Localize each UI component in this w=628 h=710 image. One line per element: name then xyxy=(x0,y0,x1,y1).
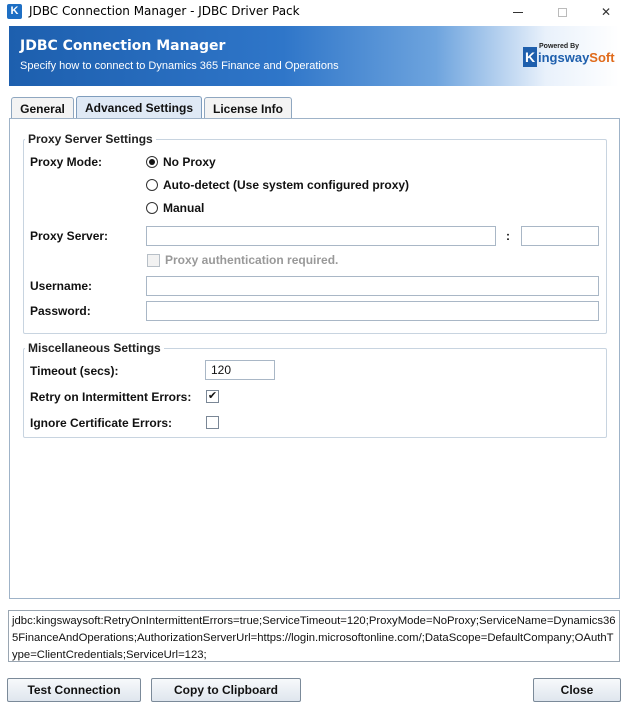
close-window-button[interactable] xyxy=(584,0,628,24)
header-banner xyxy=(9,26,619,86)
window-title: JDBC Connection Manager - JDBC Driver Pack xyxy=(29,4,300,18)
logo-word-accent: Soft xyxy=(589,50,615,65)
banner-title: JDBC Connection Manager xyxy=(20,38,226,54)
minimize-icon xyxy=(513,12,523,13)
radio-manual[interactable] xyxy=(146,201,204,215)
maximize-icon xyxy=(558,8,567,17)
radio-auto-detect[interactable] xyxy=(146,178,409,192)
radio-no-proxy-indicator[interactable] xyxy=(146,156,158,168)
port-separator: : xyxy=(506,229,510,243)
radio-no-proxy[interactable] xyxy=(146,155,216,169)
timeout-input[interactable] xyxy=(205,360,275,380)
ignore-cert-label: Ignore Certificate Errors: xyxy=(30,416,173,430)
radio-manual-label: Manual xyxy=(163,201,205,215)
username-label: Username: xyxy=(30,279,93,293)
proxy-auth-label: Proxy authentication required. xyxy=(165,253,339,267)
title-bar xyxy=(0,0,628,24)
radio-manual-indicator[interactable] xyxy=(146,202,158,214)
password-input[interactable] xyxy=(146,301,599,321)
proxy-mode-label: Proxy Mode: xyxy=(30,155,103,169)
logo-k-icon: K xyxy=(524,49,536,65)
tab-general[interactable]: General xyxy=(11,97,74,119)
username-input[interactable] xyxy=(146,276,599,296)
ignore-cert-checkbox[interactable] xyxy=(206,416,219,429)
proxy-auth-checkbox-row[interactable] xyxy=(147,253,338,267)
radio-auto-detect-label: Auto-detect (Use system configured proxy) xyxy=(163,178,410,192)
app-icon: K xyxy=(7,4,22,19)
retry-label: Retry on Intermittent Errors: xyxy=(30,390,192,404)
kingswaysoft-logo xyxy=(523,42,615,72)
test-connection-button[interactable]: Test Connection xyxy=(7,678,141,702)
close-button[interactable]: Close xyxy=(533,678,621,702)
proxy-group-title: Proxy Server Settings xyxy=(25,132,156,146)
proxy-port-input[interactable] xyxy=(521,226,599,246)
radio-no-proxy-label: No Proxy xyxy=(163,155,216,169)
minimize-button[interactable] xyxy=(496,0,540,24)
retry-checkbox[interactable]: ✔ xyxy=(207,390,218,402)
banner-subtitle: Specify how to connect to Dynamics 365 Finance and Operations xyxy=(20,60,339,72)
copy-to-clipboard-button[interactable]: Copy to Clipboard xyxy=(151,678,301,702)
logo-word-main: ingsway xyxy=(538,50,590,65)
connection-string-field[interactable]: jdbc:kingswaysoft:RetryOnIntermittentErrors=true;ServiceTimeout=120;ProxyMode=NoProxy;ServiceName=Dynamics365FinanceAndOperations;AuthorizationServerUrl=https://login.microsoftonline.com/;DataScope=DefaultCompany;OAuthType=ClientCredentials;ServiceUrl=123; xyxy=(8,610,620,662)
tab-license-info[interactable]: License Info xyxy=(204,97,292,119)
close-icon: ✕ xyxy=(600,5,612,19)
maximize-button[interactable] xyxy=(540,0,584,24)
proxy-auth-checkbox[interactable] xyxy=(147,254,160,267)
radio-auto-detect-indicator[interactable] xyxy=(146,179,158,191)
proxy-server-label: Proxy Server: xyxy=(30,229,109,243)
timeout-label: Timeout (secs): xyxy=(30,364,119,378)
logo-wordmark xyxy=(538,50,615,65)
logo-powered-by: Powered By xyxy=(539,43,580,50)
proxy-server-input[interactable] xyxy=(146,226,496,246)
tab-advanced-settings[interactable]: Advanced Settings xyxy=(76,96,202,119)
misc-group-title: Miscellaneous Settings xyxy=(25,341,164,355)
password-label: Password: xyxy=(30,304,91,318)
